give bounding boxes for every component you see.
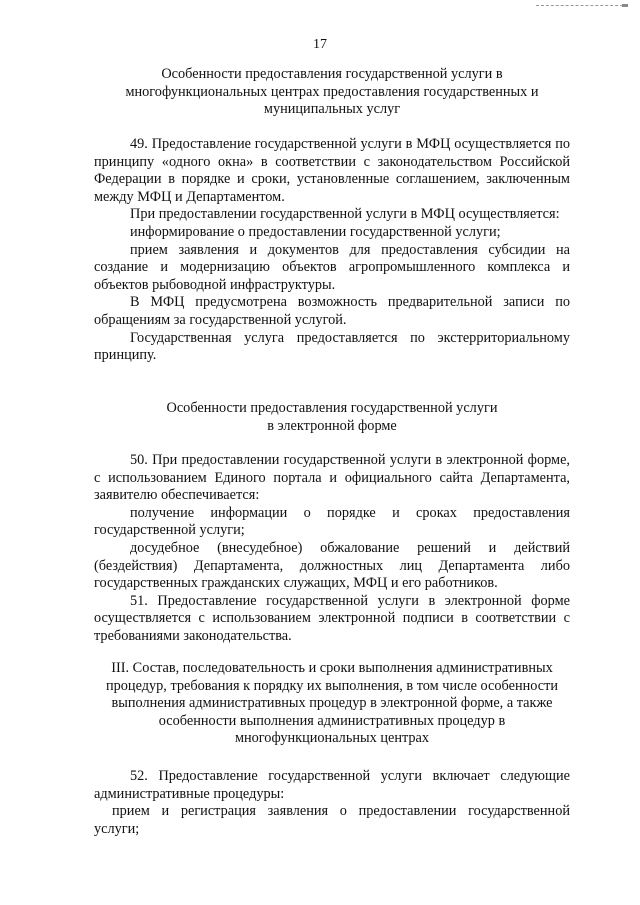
page-number: 17: [313, 37, 327, 52]
paragraph-informing: информирование о предоставлении государственной услуги;: [130, 223, 501, 240]
heading-line: III. Состав, последовательность и сроки выполнения административных: [111, 660, 553, 676]
section-heading-mfc: [94, 66, 570, 119]
paragraph-mfc-intro: При предоставлении государственной услуги в МФЦ осуществляется:: [130, 206, 560, 223]
section-heading-electronic: [94, 400, 570, 435]
heading-line: в электронной форме: [267, 417, 397, 434]
paragraph-50: 50. При предоставлении государственной услуги в электронной форме, с использованием Единого портала и официального сайта Департамента, заявителю обеспечивается:: [94, 452, 570, 504]
heading-line: многофункциональных центрах предоставления государственных и: [125, 83, 539, 100]
paragraph-49: 49. Предоставление государственной услуги в МФЦ осуществляется по принципу «одного окна» в соответствии с законодательством Российской Федерации в порядке и сроки, установленные соглашением, заключенным между МФЦ и Департаментом.: [94, 136, 570, 205]
paragraph-extraterritorial: Государственная услуга предоставляется по экстерриториальному принципу.: [94, 329, 570, 364]
procedures-section-body: [94, 768, 570, 838]
heading-line: выполнения административных процедур в электронной форме, а также: [111, 695, 553, 712]
paragraph-appeal: досудебное (внесудебное) обжалование решений и действий (бездействия) Департамента, должностных лиц Департамента либо государственных гражданских служащих, МФЦ и его работников.: [94, 539, 570, 592]
heading-line: процедур, требования к порядку их выполнения, в том числе особенности: [105, 677, 559, 694]
electronic-section-body: [94, 452, 570, 646]
heading-line: многофункциональных центрах: [234, 730, 430, 747]
heading-line: муниципальных услуг: [263, 101, 401, 118]
mfc-section-body: [94, 136, 570, 365]
paragraph-registration: прием и регистрация заявления о предоставлении государственной услуги;: [94, 803, 570, 837]
heading-line: Особенности предоставления государственной услуги: [166, 400, 498, 416]
chapter-heading-iii: [94, 660, 570, 748]
scan-corner-mark: [536, 5, 628, 6]
paragraph-preregistration: В МФЦ предусмотрена возможность предварительной записи по обращениям за государственной услугой.: [94, 294, 570, 328]
paragraph-reception: прием заявления и документов для предоставления субсидии на создание и модернизацию объектов агропромышленного комплекса и объектов рыбоводной инфраструктуры.: [94, 241, 570, 293]
heading-line: особенности выполнения административных процедур в: [158, 712, 506, 729]
paragraph-52: 52. Предоставление государственной услуги включает следующие административные процедуры:: [94, 768, 570, 802]
paragraph-51: 51. Предоставление государственной услуги в электронной форме осуществляется с использованием электронной подписи в соответствии с требованиями законодательства.: [94, 592, 570, 644]
paragraph-info: получение информации о порядке и сроках предоставления государственной услуги;: [94, 504, 570, 539]
heading-line: Особенности предоставления государственной услуги в: [161, 66, 503, 82]
